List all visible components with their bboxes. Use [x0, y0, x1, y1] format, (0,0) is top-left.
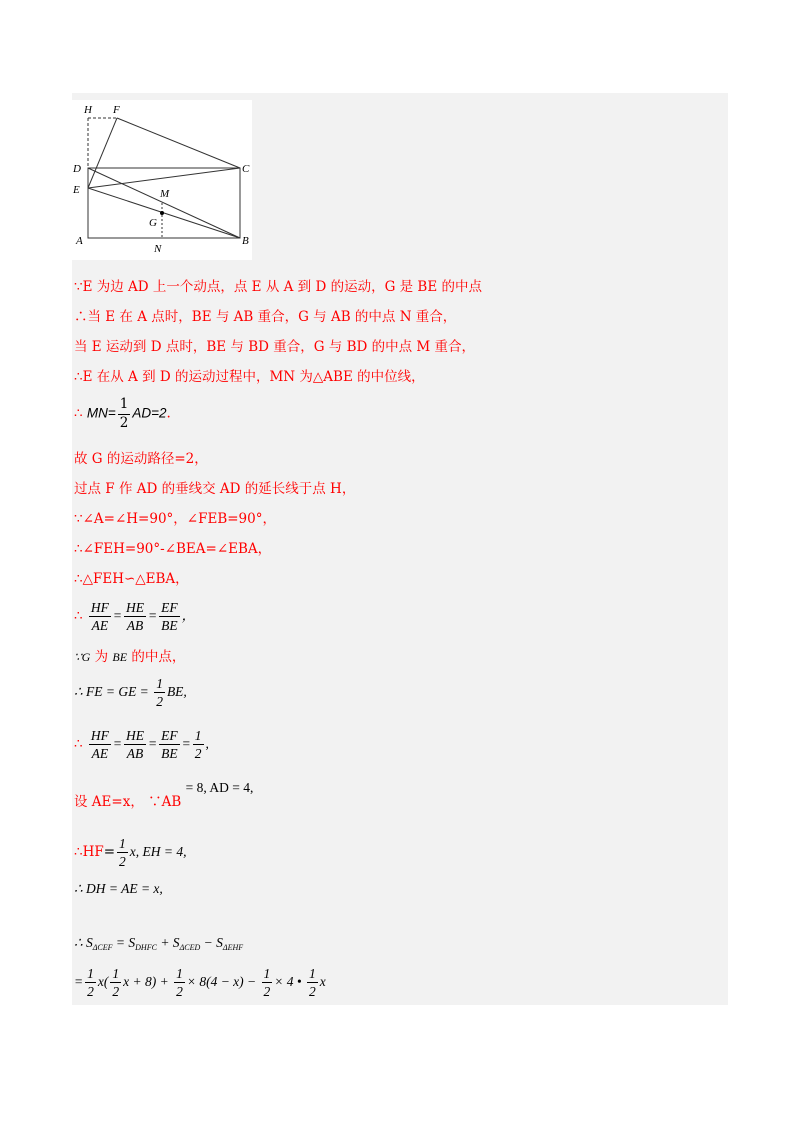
solution-line-7: 过点 F 作 AD 的垂线交 AD 的延长线于点 H， — [74, 481, 356, 497]
label-b: B — [242, 235, 249, 247]
geometry-figure — [72, 100, 252, 260]
therefore-symbol: ∴ — [74, 736, 87, 752]
solution-line-11: ∴ $\frac{HF}{AE}$ = $\frac{HE}{AB}$ = $\frac{EF}{BE}$ ， — [74, 599, 196, 634]
solution-line-17: ∴ DH = AE = x, — [74, 881, 163, 896]
label-e: E — [73, 184, 80, 196]
fraction-half — [118, 398, 131, 430]
because-g: ∵G — [74, 650, 91, 664]
fraction-ef-be: $\frac{EF}{BE}$ — [161, 599, 178, 634]
label-f: F — [113, 104, 120, 116]
equation-rhs: AD=2 — [132, 405, 167, 421]
solution-line-4: ∴E 在从 A 到 D 的运动过程中，MN 为△ABE 的中位线， — [74, 369, 425, 385]
set-ae-x: 设 AE=x， ∵AB — [74, 794, 182, 810]
label-wei: 为 — [90, 649, 113, 665]
solution-line-2: ∴当 E 在 A 点时，BE 与 AB 重合，G 与 AB 的中点 N 重合， — [74, 309, 457, 325]
fraction-hf-ae: $\frac{HF}{AE}$ — [90, 599, 109, 634]
label-g: G — [149, 217, 157, 229]
solution-line-6: 故 G 的运动路径=2， — [74, 451, 208, 467]
solution-line-15 — [74, 780, 254, 811]
segment-fc — [117, 118, 240, 168]
solution-line-13: ∴ FE = GE = $\frac{1}{2}$ BE, — [74, 675, 187, 710]
solution-line-8: ∵∠A=∠H=90°，∠FEB=90°， — [74, 511, 276, 527]
fraction-he-ab: $\frac{HE}{AB}$ — [126, 599, 145, 634]
solution-line-5 — [74, 398, 171, 430]
equation-lhs: MN= — [86, 405, 116, 421]
point-g — [160, 211, 164, 215]
label-c: C — [242, 163, 250, 175]
therefore-symbol: ∴ — [74, 608, 87, 624]
label-n: N — [154, 243, 162, 255]
ab-ad-values: = 8, AD = 4, — [185, 780, 254, 795]
solution-line-12 — [74, 648, 185, 666]
segment-ef — [88, 118, 117, 188]
fraction-half: $\frac{1}{2}$ — [156, 675, 163, 710]
solution-line-3: 当 E 运动到 D 点时，BE 与 BD 重合，G 与 BD 的中点 M 重合， — [74, 339, 476, 355]
solution-line-18: ∴ $S_{\Delta CEF} = S_{DHFC} + S_{\Delta CED} - S_{\Delta EHF}$ — [74, 935, 244, 952]
therefore-hf: ∴HF — [74, 844, 104, 860]
therefore-symbol: ∴ — [74, 405, 87, 422]
solution-line-14: ∴ $\frac{HF}{AE}$ = $\frac{HE}{AB}$ = $\frac{EF}{BE}$ = $\frac{1}{2}$ , — [74, 727, 209, 762]
solution-line-19: = $\frac{1}{2}$ x( $\frac{1}{2}$ x + 8) + $\frac{1}{2}$ × 8(4 − x) − $\frac{1}{2}$ × 4 • $\frac{1}{2}$ x — [74, 965, 326, 1000]
fraction-numerator: 1 — [118, 398, 131, 415]
geometry-diagram — [72, 100, 252, 260]
period: . — [166, 405, 171, 422]
fraction-denominator: 2 — [119, 414, 129, 431]
label-m: M — [160, 188, 170, 200]
solution-line-16: ∴HF= $\frac{1}{2}$ x, EH = 4, — [74, 835, 187, 870]
label-midpoint: 的中点， — [127, 649, 186, 665]
label-h: H — [84, 104, 92, 116]
label-a: A — [76, 235, 83, 247]
label-d: D — [73, 163, 81, 175]
solution-line-1: ∵E 为边 AD 上一个动点，点 E 从 A 到 D 的运动，G 是 BE 的中点 — [74, 279, 482, 295]
solution-line-10: ∴△FEH∽△EBA， — [74, 571, 189, 587]
segment-be: BE — [112, 650, 128, 664]
solution-line-9: ∴∠FEH=90°-∠BEA=∠EBA， — [74, 541, 272, 557]
